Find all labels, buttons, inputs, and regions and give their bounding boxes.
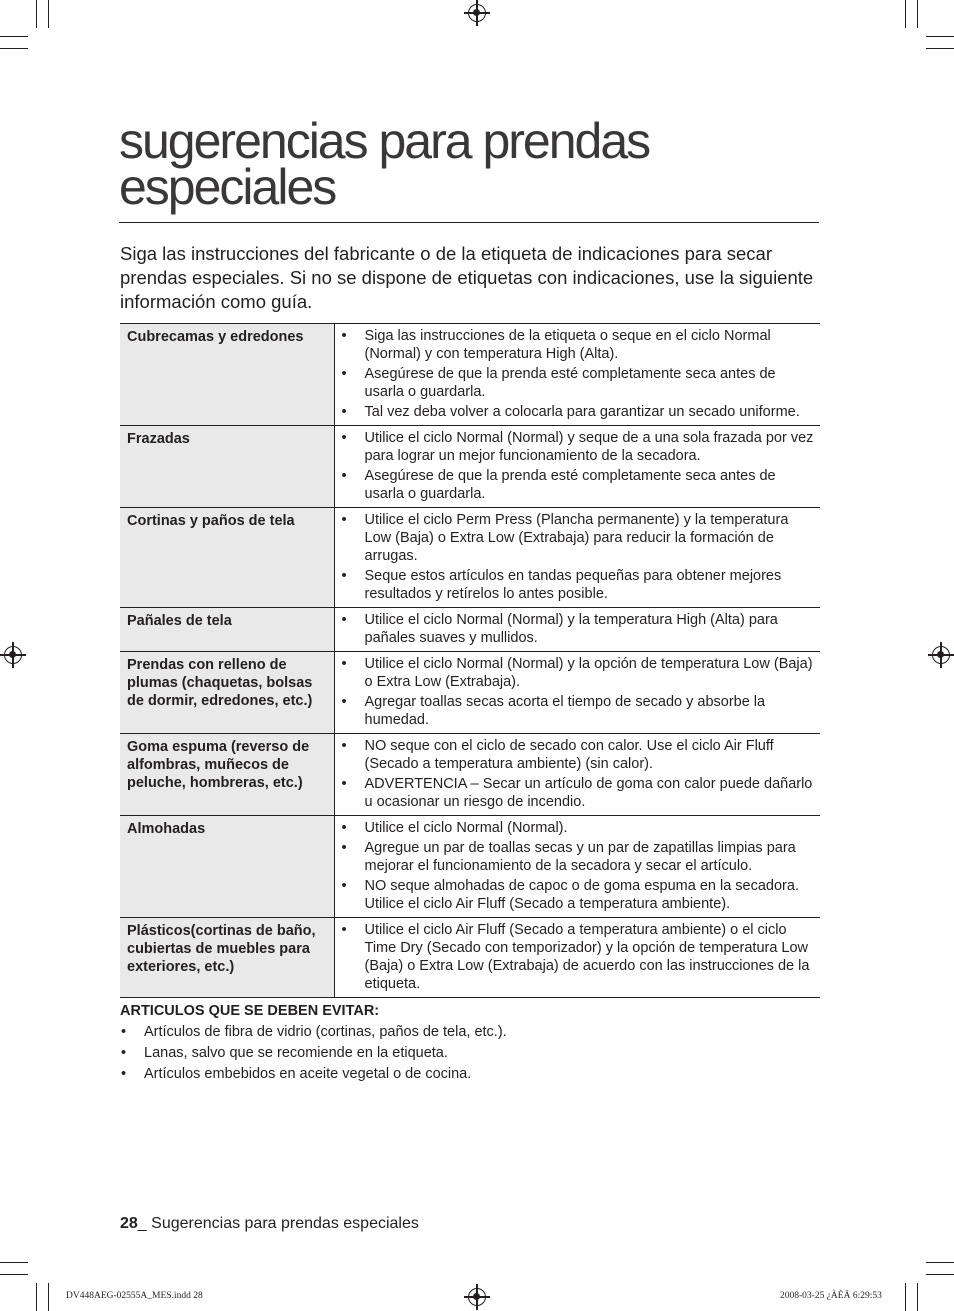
list-item: • Seque estos artículos en tandas pequeñas para obtener mejores resultados y retírelos lo antes posible. <box>335 567 815 603</box>
instruction-list <box>335 921 815 993</box>
registration-mark-icon <box>4 646 22 664</box>
footer-section-label: _ Sugerencias para prendas especiales <box>137 1215 419 1232</box>
page-number: 28 <box>120 1215 138 1232</box>
crop-mark <box>0 1262 28 1263</box>
garment-instructions <box>334 734 820 816</box>
garment-type: Prendas con relleno de plumas (chaquetas, bolsas de dormir, edredones, etc.) <box>120 652 334 734</box>
registration-mark-icon <box>932 646 950 664</box>
list-item: • Utilice el ciclo Normal (Normal). <box>335 819 815 837</box>
garment-instructions <box>334 608 820 652</box>
table-row <box>120 426 820 508</box>
instruction-list <box>335 327 815 421</box>
crop-mark <box>917 1283 918 1311</box>
crop-mark <box>926 36 954 37</box>
crop-mark <box>36 0 37 28</box>
list-item: • Artículos embebidos en aceite vegetal o de cocina. <box>120 1065 820 1083</box>
list-item: • Artículos de fibra de vidrio (cortinas, paños de tela, etc.). <box>120 1023 820 1041</box>
instruction-list <box>335 429 815 503</box>
garment-instructions <box>334 816 820 918</box>
list-item: • Agregar toallas secas acorta el tiempo de secado y absorbe la humedad. <box>335 693 815 729</box>
slug-date: 2008-03-25 ¿ÀÈÄ 6:29:53 <box>780 1291 882 1301</box>
crop-mark <box>0 36 28 37</box>
registration-mark-icon <box>468 4 486 22</box>
garment-instructions <box>334 426 820 508</box>
table-row <box>120 652 820 734</box>
table-row <box>120 918 820 998</box>
list-item: • Utilice el ciclo Air Fluff (Secado a temperatura ambiente) o el ciclo Time Dry (Secado con temporizador) y la opción de temperatura Low (Baja) o Extra Low (Extrabaja) de acuerdo con las instrucciones de la etiqueta. <box>335 921 815 993</box>
list-item: • Utilice el ciclo Normal (Normal) y la opción de temperatura Low (Baja) o Extra Low (Extrabaja). <box>335 655 815 691</box>
registration-mark-icon <box>468 1288 486 1306</box>
slug-file: DV448AEG-02555A_MES.indd 28 <box>66 1291 203 1301</box>
garment-type: Cubrecamas y edredones <box>120 324 334 426</box>
garment-instructions <box>334 508 820 608</box>
table-row <box>120 324 820 426</box>
list-item: • ADVERTENCIA – Secar un artículo de goma con calor puede dañarlo u ocasionar un riesgo de incendio. <box>335 775 815 811</box>
table-row <box>120 608 820 652</box>
garment-type: Plásticos(cortinas de baño, cubiertas de muebles para exteriores, etc.) <box>120 918 334 998</box>
garment-type: Cortinas y paños de tela <box>120 508 334 608</box>
page-footer <box>120 1215 419 1233</box>
garment-instructions <box>334 918 820 998</box>
list-item: • Utilice el ciclo Perm Press (Plancha permanente) y la temperatura Low (Baja) o Extra Low (Extrabaja) para reducir la formación de arrugas. <box>335 511 815 565</box>
crop-mark <box>905 0 906 28</box>
list-item: • Asegúrese de que la prenda esté completamente seca antes de usarla o guardarla. <box>335 365 815 401</box>
garment-type: Pañales de tela <box>120 608 334 652</box>
special-garments-table <box>120 323 820 998</box>
crop-mark <box>48 0 49 28</box>
avoid-list <box>120 1023 820 1086</box>
title-rule <box>119 222 819 223</box>
list-item: • Siga las instrucciones de la etiqueta o seque en el ciclo Normal (Normal) y con temperatura High (Alta). <box>335 327 815 363</box>
crop-mark <box>917 0 918 28</box>
garment-type: Frazadas <box>120 426 334 508</box>
crop-mark <box>926 1274 954 1275</box>
garment-type: Goma espuma (reverso de alfombras, muñecos de peluche, hombreras, etc.) <box>120 734 334 816</box>
list-item: • Asegúrese de que la prenda esté completamente seca antes de usarla o guardarla. <box>335 467 815 503</box>
instruction-list <box>335 611 815 647</box>
instruction-list <box>335 737 815 811</box>
crop-mark <box>0 48 28 49</box>
list-item: • Tal vez deba volver a colocarla para garantizar un secado uniforme. <box>335 403 815 421</box>
crop-mark <box>48 1283 49 1311</box>
instruction-list <box>335 819 815 913</box>
avoid-heading: ARTICULOS QUE SE DEBEN EVITAR: <box>120 1003 380 1019</box>
crop-mark <box>905 1283 906 1311</box>
crop-mark <box>926 1262 954 1263</box>
crop-mark <box>36 1283 37 1311</box>
table-row <box>120 734 820 816</box>
page-title: sugerencias para prendas especiales <box>119 113 650 215</box>
crop-mark <box>0 1274 28 1275</box>
garment-instructions <box>334 652 820 734</box>
garment-type: Almohadas <box>120 816 334 918</box>
intro-paragraph: Siga las instrucciones del fabricante o de la etiqueta de indicaciones para secar prendas especiales. Si no se dispone de etiquetas con indicaciones, use la siguiente información como guía. <box>120 243 814 312</box>
list-item: • Lanas, salvo que se recomiende en la etiqueta. <box>120 1044 820 1062</box>
table-row <box>120 816 820 918</box>
instruction-list <box>335 511 815 603</box>
list-item: • Agregue un par de toallas secas y un par de zapatillas limpias para mejorar el funcionamiento de la secadora y secar el artículo. <box>335 839 815 875</box>
list-item: • NO seque almohadas de capoc o de goma espuma en la secadora. Utilice el ciclo Air Fluff (Secado a temperatura ambiente). <box>335 877 815 913</box>
list-item: • Utilice el ciclo Normal (Normal) y la temperatura High (Alta) para pañales suaves y mullidos. <box>335 611 815 647</box>
garment-instructions <box>334 324 820 426</box>
tips-table-body <box>120 324 820 998</box>
list-item: • Utilice el ciclo Normal (Normal) y seque de a una sola frazada por vez para lograr un mejor funcionamiento de la secadora. <box>335 429 815 465</box>
list-item: • NO seque con el ciclo de secado con calor. Use el ciclo Air Fluff (Secado a temperatura ambiente) (sin calor). <box>335 737 815 773</box>
instruction-list <box>335 655 815 729</box>
crop-mark <box>926 48 954 49</box>
table-row <box>120 508 820 608</box>
